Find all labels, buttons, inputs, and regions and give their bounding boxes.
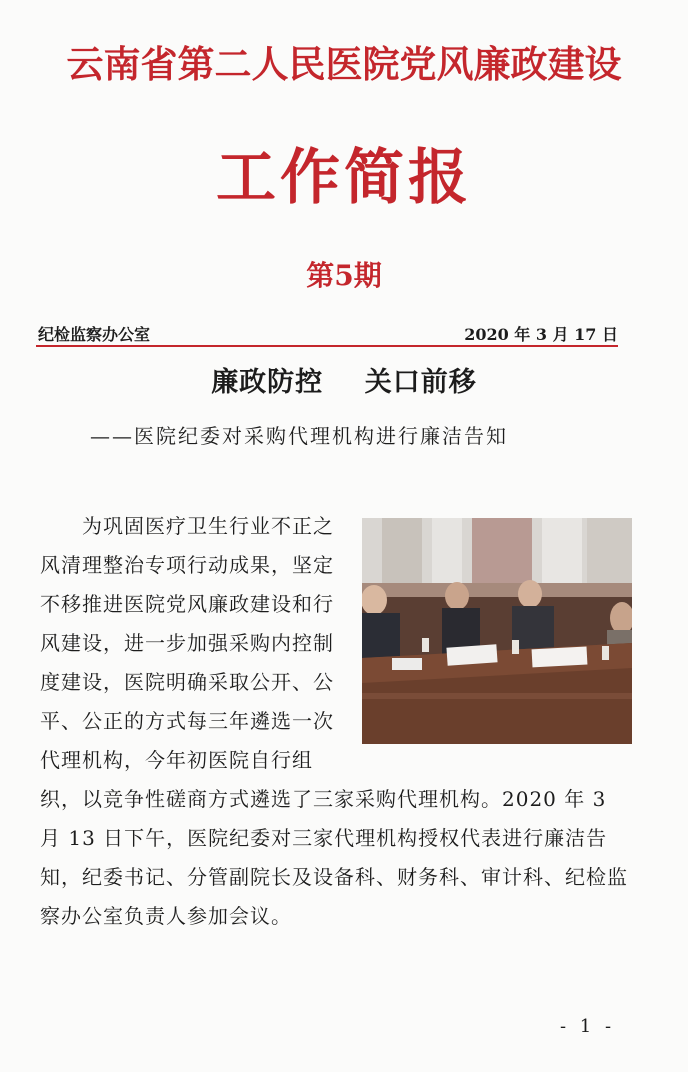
article-title: 廉政防控 关口前移 xyxy=(211,367,477,398)
meeting-photo xyxy=(362,518,632,744)
meta-row xyxy=(38,322,618,345)
header-divider xyxy=(36,345,618,347)
issue-number: 第5期 xyxy=(306,259,382,292)
bulletin-header-title: 云南省第二人民医院党风廉政建设 xyxy=(66,42,622,86)
bulletin-header-subtitle: 工作简报 xyxy=(216,143,472,213)
article-subtitle: ——医院纪委对采购代理机构进行廉洁告知 xyxy=(90,424,508,448)
issue-date: 2020 年 3 月 17 日 xyxy=(464,325,618,344)
issuing-office: 纪检监察办公室 xyxy=(38,325,151,344)
meeting-photo-icon xyxy=(362,518,632,744)
article-body-text: 为巩固医疗卫生行业不正之风清理整治专项行动成果，坚定不移推进医院党风廉政建设和行风建设，进一步加强采购内控制度建设，医院明确采取公开、公平、公正的方式每三年遴选一次代理机构，今年初医院自行组织，以竞争性磋商方式遴选了三家采购代理机构。2020 年 3 月 13 日下午，医院纪委对三家代理机构授权代表进行廉洁告知，纪委书记、分管副院长及设备科、财务科、审计科、纪检监察办公室负责人参加会议。 xyxy=(40,514,628,928)
page-number: - 1 - xyxy=(560,1016,616,1037)
